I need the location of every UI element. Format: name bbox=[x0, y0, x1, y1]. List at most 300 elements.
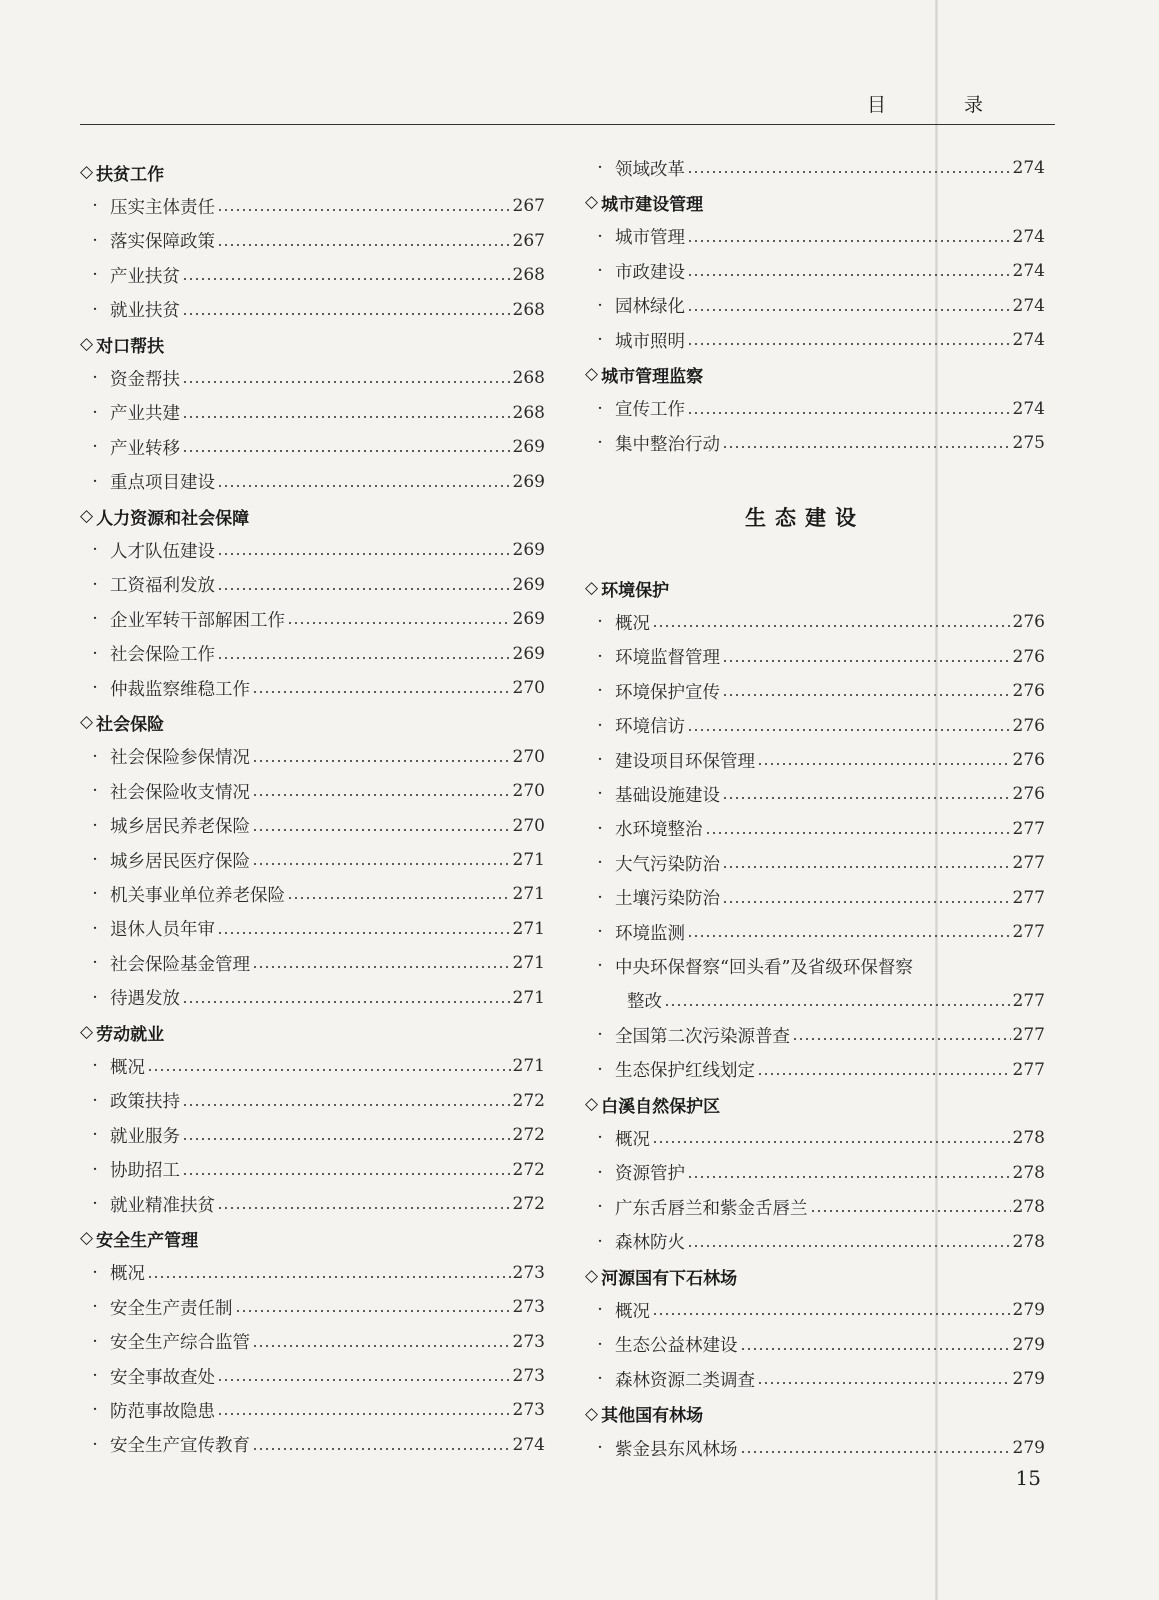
toc-section-heading bbox=[585, 573, 1045, 603]
toc-entry[interactable] bbox=[80, 1292, 545, 1322]
bullet-icon: · bbox=[597, 1231, 603, 1252]
entry-title: 生态公益林建设 bbox=[615, 1336, 738, 1357]
entry-page-number: 271 bbox=[512, 1056, 545, 1077]
entry-title: 防范事故隐患 bbox=[110, 1401, 215, 1422]
bullet-icon: · bbox=[597, 1162, 603, 1183]
entry-page-number: 269 bbox=[512, 540, 545, 561]
bullet-icon: · bbox=[92, 1331, 98, 1352]
entry-page-number: 270 bbox=[512, 746, 545, 767]
bullet-icon: · bbox=[92, 884, 98, 905]
bullet-icon: · bbox=[92, 678, 98, 698]
entry-page-number: 276 bbox=[1012, 784, 1045, 805]
dot-leader bbox=[182, 416, 511, 418]
entry-title: 概况 bbox=[615, 1129, 650, 1150]
entry-page-number: 267 bbox=[512, 196, 545, 217]
toc-entry[interactable] bbox=[80, 432, 545, 462]
dot-leader bbox=[182, 450, 511, 452]
diamond-icon: ◇ bbox=[585, 1094, 599, 1114]
bullet-icon: · bbox=[597, 330, 603, 350]
entry-title: 落实保障政策 bbox=[110, 232, 215, 253]
dot-leader bbox=[252, 691, 511, 693]
bullet-icon: · bbox=[597, 1300, 603, 1321]
entry-title: 中央环保督察“回头看”及省级环保督察 bbox=[615, 957, 913, 978]
toc-entry[interactable] bbox=[80, 742, 545, 772]
bullet-icon: · bbox=[92, 1090, 98, 1111]
entry-title: 安全生产宣传教育 bbox=[110, 1436, 250, 1457]
entry-page-number: 269 bbox=[512, 643, 545, 664]
dot-leader bbox=[182, 1104, 511, 1106]
toc-section-heading bbox=[80, 329, 545, 359]
dot-leader bbox=[652, 625, 1011, 627]
dot-leader bbox=[217, 244, 511, 246]
dot-leader bbox=[182, 313, 511, 315]
dot-leader bbox=[687, 729, 1011, 731]
toc-entry[interactable] bbox=[585, 676, 1045, 706]
entry-title: 就业扶贫 bbox=[110, 301, 180, 322]
entry-title: 广东舌唇兰和紫金舌唇兰 bbox=[615, 1198, 808, 1219]
toc-entry[interactable] bbox=[80, 1258, 545, 1288]
entry-title: 城市照明 bbox=[615, 331, 685, 352]
toc-entry[interactable] bbox=[585, 1227, 1045, 1257]
entry-title: 社会保险收支情况 bbox=[110, 782, 250, 803]
bullet-icon: · bbox=[597, 1059, 603, 1080]
toc-entry[interactable] bbox=[585, 711, 1045, 741]
dot-leader bbox=[687, 309, 1011, 311]
entry-page-number: 274 bbox=[1012, 330, 1045, 350]
bullet-icon: · bbox=[597, 784, 603, 805]
entry-page-number: 268 bbox=[512, 299, 545, 320]
entry-page-number: 278 bbox=[1012, 1128, 1045, 1149]
bullet-icon: · bbox=[597, 681, 603, 702]
diamond-icon: ◇ bbox=[80, 1022, 94, 1042]
toc-entry[interactable] bbox=[585, 607, 1045, 637]
dot-leader bbox=[687, 1245, 1011, 1247]
entry-title: 协助招工 bbox=[110, 1161, 180, 1182]
entry-title: 环境保护宣传 bbox=[615, 682, 720, 703]
toc-entry[interactable] bbox=[80, 1120, 545, 1150]
entry-page-number: 275 bbox=[1012, 433, 1045, 454]
bullet-icon: · bbox=[597, 646, 603, 667]
toc-entry[interactable] bbox=[80, 1430, 545, 1460]
toc-entry[interactable] bbox=[80, 363, 545, 393]
entry-page-number: 274 bbox=[1012, 158, 1045, 178]
section-title: 河源国有下石林场 bbox=[601, 1268, 738, 1289]
toc-entry[interactable] bbox=[585, 779, 1045, 809]
entry-title: 城乡居民养老保险 bbox=[110, 817, 250, 838]
entry-page-number: 279 bbox=[1012, 1438, 1045, 1458]
entry-title: 城市管理 bbox=[615, 228, 685, 249]
dot-leader bbox=[722, 694, 1011, 696]
dot-leader bbox=[217, 588, 511, 590]
entry-page-number: 273 bbox=[512, 1366, 545, 1386]
toc-entry[interactable] bbox=[585, 1364, 1045, 1394]
toc-entry[interactable] bbox=[585, 814, 1045, 844]
toc-entry[interactable] bbox=[585, 848, 1045, 878]
bullet-icon: · bbox=[92, 230, 98, 251]
bullet-icon: · bbox=[92, 1194, 98, 1214]
entry-page-number: 273 bbox=[512, 1400, 545, 1421]
bullet-icon: · bbox=[92, 953, 98, 974]
dot-leader bbox=[182, 1138, 511, 1140]
entry-page-number: 268 bbox=[512, 265, 545, 286]
toc-entry[interactable] bbox=[80, 295, 545, 325]
toc-entry[interactable] bbox=[80, 914, 545, 944]
entry-title: 概况 bbox=[615, 613, 650, 634]
bullet-icon: · bbox=[92, 437, 98, 458]
entry-page-number: 277 bbox=[1012, 922, 1045, 942]
entry-page-number: 271 bbox=[512, 953, 545, 974]
entry-page-number: 269 bbox=[512, 437, 545, 458]
bullet-icon: · bbox=[92, 987, 98, 1008]
bullet-icon: · bbox=[92, 540, 98, 561]
entry-page-number: 272 bbox=[512, 1125, 545, 1146]
dot-leader bbox=[792, 1038, 1011, 1040]
dot-leader bbox=[705, 832, 1011, 834]
toc-entry[interactable] bbox=[585, 394, 1045, 424]
dot-leader bbox=[652, 1313, 1011, 1315]
bullet-icon: · bbox=[92, 609, 98, 630]
toc-entry[interactable] bbox=[585, 642, 1045, 672]
diamond-icon: ◇ bbox=[80, 334, 94, 354]
dot-leader bbox=[652, 1141, 1011, 1143]
entry-title: 资源管护 bbox=[615, 1164, 685, 1185]
toc-entry[interactable] bbox=[585, 1020, 1045, 1050]
entry-title: 概况 bbox=[110, 1264, 145, 1285]
entry-page-number: 277 bbox=[1012, 1025, 1045, 1046]
bullet-icon: · bbox=[92, 574, 98, 595]
bullet-icon: · bbox=[597, 226, 603, 247]
entry-title: 机关事业单位养老保险 bbox=[110, 885, 285, 906]
entry-page-number: 274 bbox=[1012, 295, 1045, 316]
entry-page-number: 277 bbox=[1012, 853, 1045, 874]
entry-page-number: 279 bbox=[1012, 1369, 1045, 1390]
bullet-icon: · bbox=[597, 1438, 603, 1458]
toc-entry[interactable] bbox=[80, 1086, 545, 1116]
bullet-icon: · bbox=[597, 922, 603, 942]
entry-title: 压实主体责任 bbox=[110, 197, 215, 218]
section-title: 白溪自然保护区 bbox=[601, 1096, 721, 1117]
entry-title: 社会保险工作 bbox=[110, 645, 215, 666]
dot-leader bbox=[722, 660, 1011, 662]
toc-section-heading bbox=[80, 707, 545, 737]
toc-section-heading bbox=[585, 187, 1045, 217]
dot-leader bbox=[182, 1173, 511, 1175]
entry-page-number: 269 bbox=[512, 574, 545, 595]
entry-page-number: 278 bbox=[1012, 1197, 1045, 1218]
entry-page-number: 271 bbox=[512, 850, 545, 870]
bullet-icon: · bbox=[597, 1197, 603, 1218]
entry-title: 森林资源二类调查 bbox=[615, 1370, 755, 1391]
bullet-icon: · bbox=[597, 1025, 603, 1046]
bullet-icon: · bbox=[597, 818, 603, 839]
entry-title: 就业精准扶贫 bbox=[110, 1195, 215, 1216]
entry-title: 建设项目环保管理 bbox=[615, 751, 755, 772]
dot-leader bbox=[722, 797, 1011, 799]
bullet-icon: · bbox=[92, 265, 98, 286]
toc-entry[interactable] bbox=[80, 845, 545, 875]
entry-title: 安全生产责任制 bbox=[110, 1298, 233, 1319]
bullet-icon: · bbox=[92, 918, 98, 939]
entry-title: 待遇发放 bbox=[110, 989, 180, 1010]
dot-leader bbox=[252, 829, 511, 831]
toc-entry[interactable] bbox=[80, 811, 545, 841]
bullet-icon: · bbox=[92, 471, 98, 492]
section-title: 人力资源和社会保障 bbox=[96, 508, 250, 529]
bullet-icon: · bbox=[92, 299, 98, 320]
entry-page-number: 279 bbox=[1012, 1300, 1045, 1321]
dot-leader bbox=[687, 274, 1011, 276]
toc-entry[interactable] bbox=[585, 745, 1045, 775]
toc-entry[interactable] bbox=[80, 1051, 545, 1081]
dot-leader bbox=[687, 171, 1011, 173]
dot-leader bbox=[687, 240, 1011, 242]
entry-page-number: 278 bbox=[1012, 1162, 1045, 1183]
entry-title: 生态保护红线划定 bbox=[615, 1061, 755, 1082]
dot-leader bbox=[722, 901, 1011, 903]
toc-entry[interactable] bbox=[80, 948, 545, 978]
toc-entry[interactable] bbox=[80, 570, 545, 600]
entry-page-number: 271 bbox=[512, 884, 545, 905]
entry-title: 重点项目建设 bbox=[110, 473, 215, 494]
toc-entry[interactable] bbox=[585, 951, 1045, 981]
section-title: 其他国有林场 bbox=[601, 1406, 704, 1427]
dot-leader bbox=[252, 966, 511, 968]
entry-page-number: 277 bbox=[1012, 1059, 1045, 1080]
entry-title: 园林绿化 bbox=[615, 297, 685, 318]
toc-entry[interactable] bbox=[80, 673, 545, 703]
dot-leader bbox=[252, 1345, 511, 1347]
dot-leader bbox=[687, 412, 1011, 414]
entry-title: 工资福利发放 bbox=[110, 576, 215, 597]
diamond-icon: ◇ bbox=[80, 506, 94, 526]
toc-entry[interactable] bbox=[585, 291, 1045, 321]
dot-leader bbox=[687, 1176, 1011, 1178]
bullet-icon: · bbox=[597, 433, 603, 454]
dot-leader bbox=[252, 760, 511, 762]
toc-entry[interactable] bbox=[80, 1189, 545, 1219]
toc-entry[interactable] bbox=[80, 226, 545, 256]
toc-section-heading bbox=[80, 501, 545, 531]
toc-section-heading bbox=[585, 1399, 1045, 1429]
toc-entry[interactable] bbox=[80, 398, 545, 428]
bullet-icon: · bbox=[597, 612, 603, 633]
bullet-icon: · bbox=[597, 295, 603, 316]
entry-title: 仲裁监察维稳工作 bbox=[110, 679, 250, 700]
toc-entry[interactable] bbox=[80, 1155, 545, 1185]
dot-leader bbox=[182, 381, 511, 383]
entry-page-number: 273 bbox=[512, 1297, 545, 1318]
bullet-icon: · bbox=[597, 750, 603, 770]
entry-title: 安全事故查处 bbox=[110, 1367, 215, 1388]
entry-title: 政策扶持 bbox=[110, 1092, 180, 1113]
entry-page-number: 271 bbox=[512, 987, 545, 1008]
toc-entry[interactable] bbox=[80, 260, 545, 290]
entry-title: 水环境整治 bbox=[615, 820, 703, 841]
entry-title: 环境监督管理 bbox=[615, 648, 720, 669]
entry-page-number: 276 bbox=[1012, 612, 1045, 633]
entry-page-number: 267 bbox=[512, 230, 545, 251]
toc-entry[interactable] bbox=[585, 1330, 1045, 1360]
dot-leader bbox=[740, 1348, 1011, 1350]
entry-title: 安全生产综合监管 bbox=[110, 1333, 250, 1354]
dot-leader bbox=[235, 1310, 511, 1312]
toc-entry[interactable] bbox=[80, 1327, 545, 1357]
section-title: 社会保险 bbox=[96, 714, 165, 735]
toc-entry[interactable] bbox=[80, 639, 545, 669]
dot-leader bbox=[182, 1001, 511, 1003]
toc-section-heading bbox=[80, 1017, 545, 1047]
dot-leader bbox=[147, 1069, 511, 1071]
toc-entry[interactable] bbox=[585, 883, 1045, 913]
dot-leader bbox=[687, 343, 1011, 345]
entry-title: 环境信访 bbox=[615, 717, 685, 738]
toc-entry[interactable] bbox=[80, 1361, 545, 1391]
entry-title: 产业转移 bbox=[110, 438, 180, 459]
dot-leader bbox=[664, 1004, 1011, 1006]
toc-section-heading bbox=[585, 1089, 1045, 1119]
bullet-icon: · bbox=[92, 1366, 98, 1386]
entry-title: 土壤污染防治 bbox=[615, 889, 720, 910]
toc-entry[interactable] bbox=[80, 776, 545, 806]
dot-leader bbox=[217, 1413, 511, 1415]
toc-entry[interactable] bbox=[585, 1123, 1045, 1153]
entry-page-number: 269 bbox=[512, 609, 545, 630]
entry-page-number: 272 bbox=[512, 1194, 545, 1214]
dot-leader bbox=[722, 446, 1011, 448]
toc-section-heading bbox=[585, 1261, 1045, 1291]
bullet-icon: · bbox=[92, 815, 98, 836]
entry-page-number: 276 bbox=[1012, 646, 1045, 667]
toc-entry[interactable] bbox=[585, 1158, 1045, 1188]
toc-section-heading bbox=[80, 157, 545, 187]
section-title: 城市管理监察 bbox=[601, 366, 704, 387]
toc-entry[interactable] bbox=[80, 983, 545, 1013]
entry-page-number: 276 bbox=[1012, 750, 1045, 770]
entry-page-number: 271 bbox=[512, 918, 545, 939]
dot-leader bbox=[810, 1210, 1011, 1212]
bullet-icon: · bbox=[92, 1400, 98, 1421]
entry-title: 概况 bbox=[110, 1057, 145, 1078]
entry-title: 产业共建 bbox=[110, 404, 180, 425]
bullet-icon: · bbox=[597, 1128, 603, 1149]
bullet-icon: · bbox=[597, 887, 603, 908]
entry-page-number: 270 bbox=[512, 815, 545, 836]
dot-leader bbox=[740, 1451, 1011, 1453]
toc-entry[interactable] bbox=[80, 535, 545, 565]
dot-leader bbox=[757, 763, 1011, 765]
dot-leader bbox=[217, 1207, 511, 1209]
header-rule bbox=[80, 124, 1055, 125]
entry-page-number: 277 bbox=[1012, 818, 1045, 839]
toc-entry[interactable] bbox=[585, 256, 1045, 286]
bullet-icon: · bbox=[92, 1159, 98, 1180]
dot-leader bbox=[687, 935, 1011, 937]
bullet-icon: · bbox=[92, 1434, 98, 1455]
bullet-icon: · bbox=[597, 956, 603, 977]
entry-page-number: 274 bbox=[1012, 398, 1045, 419]
entry-title: 森林防火 bbox=[615, 1233, 685, 1254]
diamond-icon: ◇ bbox=[80, 1228, 94, 1249]
entry-page-number: 278 bbox=[1012, 1231, 1045, 1252]
dot-leader bbox=[217, 657, 511, 659]
section-title: 城市建设管理 bbox=[601, 194, 704, 215]
entry-page-number: 274 bbox=[512, 1434, 545, 1455]
toc-entry[interactable] bbox=[80, 1395, 545, 1425]
dot-leader bbox=[287, 897, 511, 899]
entry-title: 宣传工作 bbox=[615, 400, 685, 421]
toc-entry[interactable] bbox=[585, 1433, 1045, 1463]
dot-leader bbox=[252, 863, 511, 865]
bullet-icon: · bbox=[92, 643, 98, 664]
bullet-icon: · bbox=[92, 1262, 98, 1283]
dot-leader bbox=[182, 278, 511, 280]
entry-page-number: 273 bbox=[512, 1262, 545, 1283]
bullet-icon: · bbox=[92, 1125, 98, 1146]
section-title: 环境保护 bbox=[601, 580, 670, 601]
diamond-icon: ◇ bbox=[585, 1266, 599, 1286]
bullet-icon: · bbox=[597, 261, 603, 282]
diamond-icon: ◇ bbox=[80, 162, 94, 182]
toc-entry[interactable] bbox=[585, 428, 1045, 458]
bullet-icon: · bbox=[92, 368, 98, 389]
bullet-icon: · bbox=[597, 158, 603, 178]
entry-title: 资金帮扶 bbox=[110, 369, 180, 390]
entry-title: 紫金县东风林场 bbox=[615, 1439, 738, 1460]
toc-entry[interactable] bbox=[80, 604, 545, 634]
toc-section-heading bbox=[80, 1223, 545, 1253]
bullet-icon: · bbox=[92, 402, 98, 423]
entry-title: 领域改革 bbox=[615, 159, 685, 180]
toc-entry[interactable] bbox=[585, 1192, 1045, 1222]
bullet-icon: · bbox=[92, 196, 98, 217]
toc-entry[interactable] bbox=[585, 325, 1045, 355]
entry-page-number: 268 bbox=[512, 368, 545, 389]
entry-page-number: 268 bbox=[512, 402, 545, 423]
bullet-icon: · bbox=[92, 781, 98, 802]
toc-entry[interactable] bbox=[585, 222, 1045, 252]
toc-entry[interactable] bbox=[585, 1295, 1045, 1325]
entry-page-number: 270 bbox=[512, 781, 545, 802]
part-heading: 生态建设 bbox=[745, 506, 865, 530]
dot-leader bbox=[217, 209, 511, 211]
dot-leader bbox=[252, 794, 511, 796]
entry-page-number: 279 bbox=[1012, 1334, 1045, 1355]
entry-page-number: 276 bbox=[1012, 681, 1045, 702]
entry-page-number: 270 bbox=[512, 678, 545, 698]
toc-entry[interactable] bbox=[585, 917, 1045, 947]
section-title: 劳动就业 bbox=[96, 1024, 165, 1045]
entry-title: 退休人员年审 bbox=[110, 920, 215, 941]
entry-page-number: 274 bbox=[1012, 261, 1045, 282]
toc-entry[interactable] bbox=[585, 986, 1045, 1016]
diamond-icon: ◇ bbox=[585, 364, 599, 385]
toc-entry[interactable] bbox=[585, 1055, 1045, 1085]
dot-leader bbox=[217, 1379, 511, 1381]
toc-entry[interactable] bbox=[80, 467, 545, 497]
bullet-icon: · bbox=[92, 850, 98, 870]
toc-entry[interactable] bbox=[80, 191, 545, 221]
dot-leader bbox=[217, 932, 511, 934]
section-title: 对口帮扶 bbox=[96, 336, 165, 357]
diamond-icon: ◇ bbox=[80, 712, 94, 733]
diamond-icon: ◇ bbox=[585, 578, 599, 598]
toc-entry[interactable] bbox=[80, 879, 545, 909]
toc-entry[interactable] bbox=[585, 153, 1045, 183]
entry-title: 集中整治行动 bbox=[615, 434, 720, 455]
bullet-icon: · bbox=[597, 1369, 603, 1390]
entry-page-number: 272 bbox=[512, 1090, 545, 1111]
entry-title: 整改 bbox=[627, 992, 662, 1013]
